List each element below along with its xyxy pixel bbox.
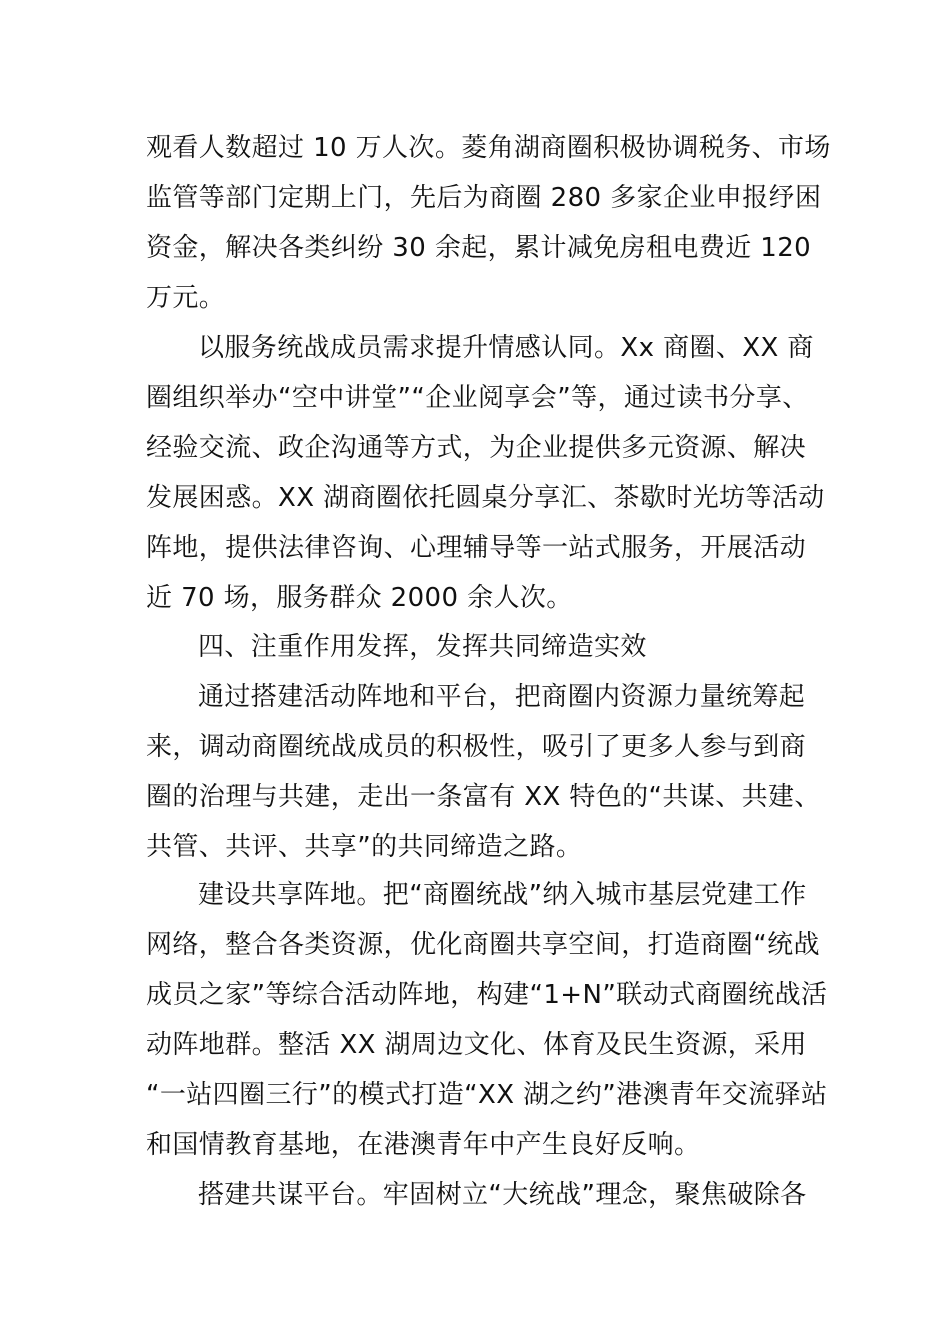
section-heading: 四、注重作用发挥，发挥共同缔造实效: [198, 632, 647, 662]
text-line: 万元。: [146, 283, 226, 313]
text-line: 阵地，提供法律咨询、心理辅导等一站式服务，开展活动: [146, 533, 807, 563]
text-line: 经验交流、政企沟通等方式，为企业提供多元资源、解决: [146, 433, 807, 463]
text-line: 圈的治理与共建，走出一条富有 XX 特色的“共谋、共建、: [146, 782, 821, 812]
text-line: 来，调动商圈统战成员的积极性，吸引了更多人参与到商: [146, 732, 807, 762]
paragraph-start-line: 以服务统战成员需求提升情感认同。Xx 商圈、XX 商: [198, 333, 814, 363]
text-line: 近 70 场，服务群众 2000 余人次。: [146, 583, 573, 613]
text-line: 观看人数超过 10 万人次。菱角湖商圈积极协调税务、市场: [146, 133, 831, 163]
text-line: 资金，解决各类纠纷 30 余起，累计减免房租电费近 120: [146, 233, 812, 263]
text-line: 圈组织举办“空中讲堂”“企业阅享会”等，通过读书分享、: [146, 383, 809, 413]
text-line: 监管等部门定期上门，先后为商圈 280 多家企业申报纾困: [146, 183, 822, 213]
text-line: 和国情教育基地，在港澳青年中产生良好反响。: [146, 1130, 701, 1160]
text-line: “一站四圈三行”的模式打造“XX 湖之约”港澳青年交流驿站: [146, 1080, 828, 1110]
paragraph-start-line: 建设共享阵地。把“商圈统战”纳入城市基层党建工作: [198, 880, 807, 910]
paragraph-start-line: 通过搭建活动阵地和平台，把商圈内资源力量统筹起: [198, 682, 806, 712]
text-line: 成员之家”等综合活动阵地，构建“1+N”联动式商圈统战活: [146, 980, 828, 1010]
text-line: 网络，整合各类资源，优化商圈共享空间，打造商圈“统战: [146, 930, 820, 960]
text-line: 动阵地群。整活 XX 湖周边文化、体育及民生资源，采用: [146, 1030, 807, 1060]
text-line: 发展困惑。XX 湖商圈依托圆桌分享汇、茶歇时光坊等活动: [146, 483, 825, 513]
text-line: 共管、共评、共享”的共同缔造之路。: [146, 832, 583, 862]
paragraph-start-line: 搭建共谋平台。牢固树立“大统战”理念，聚焦破除各: [198, 1180, 807, 1210]
